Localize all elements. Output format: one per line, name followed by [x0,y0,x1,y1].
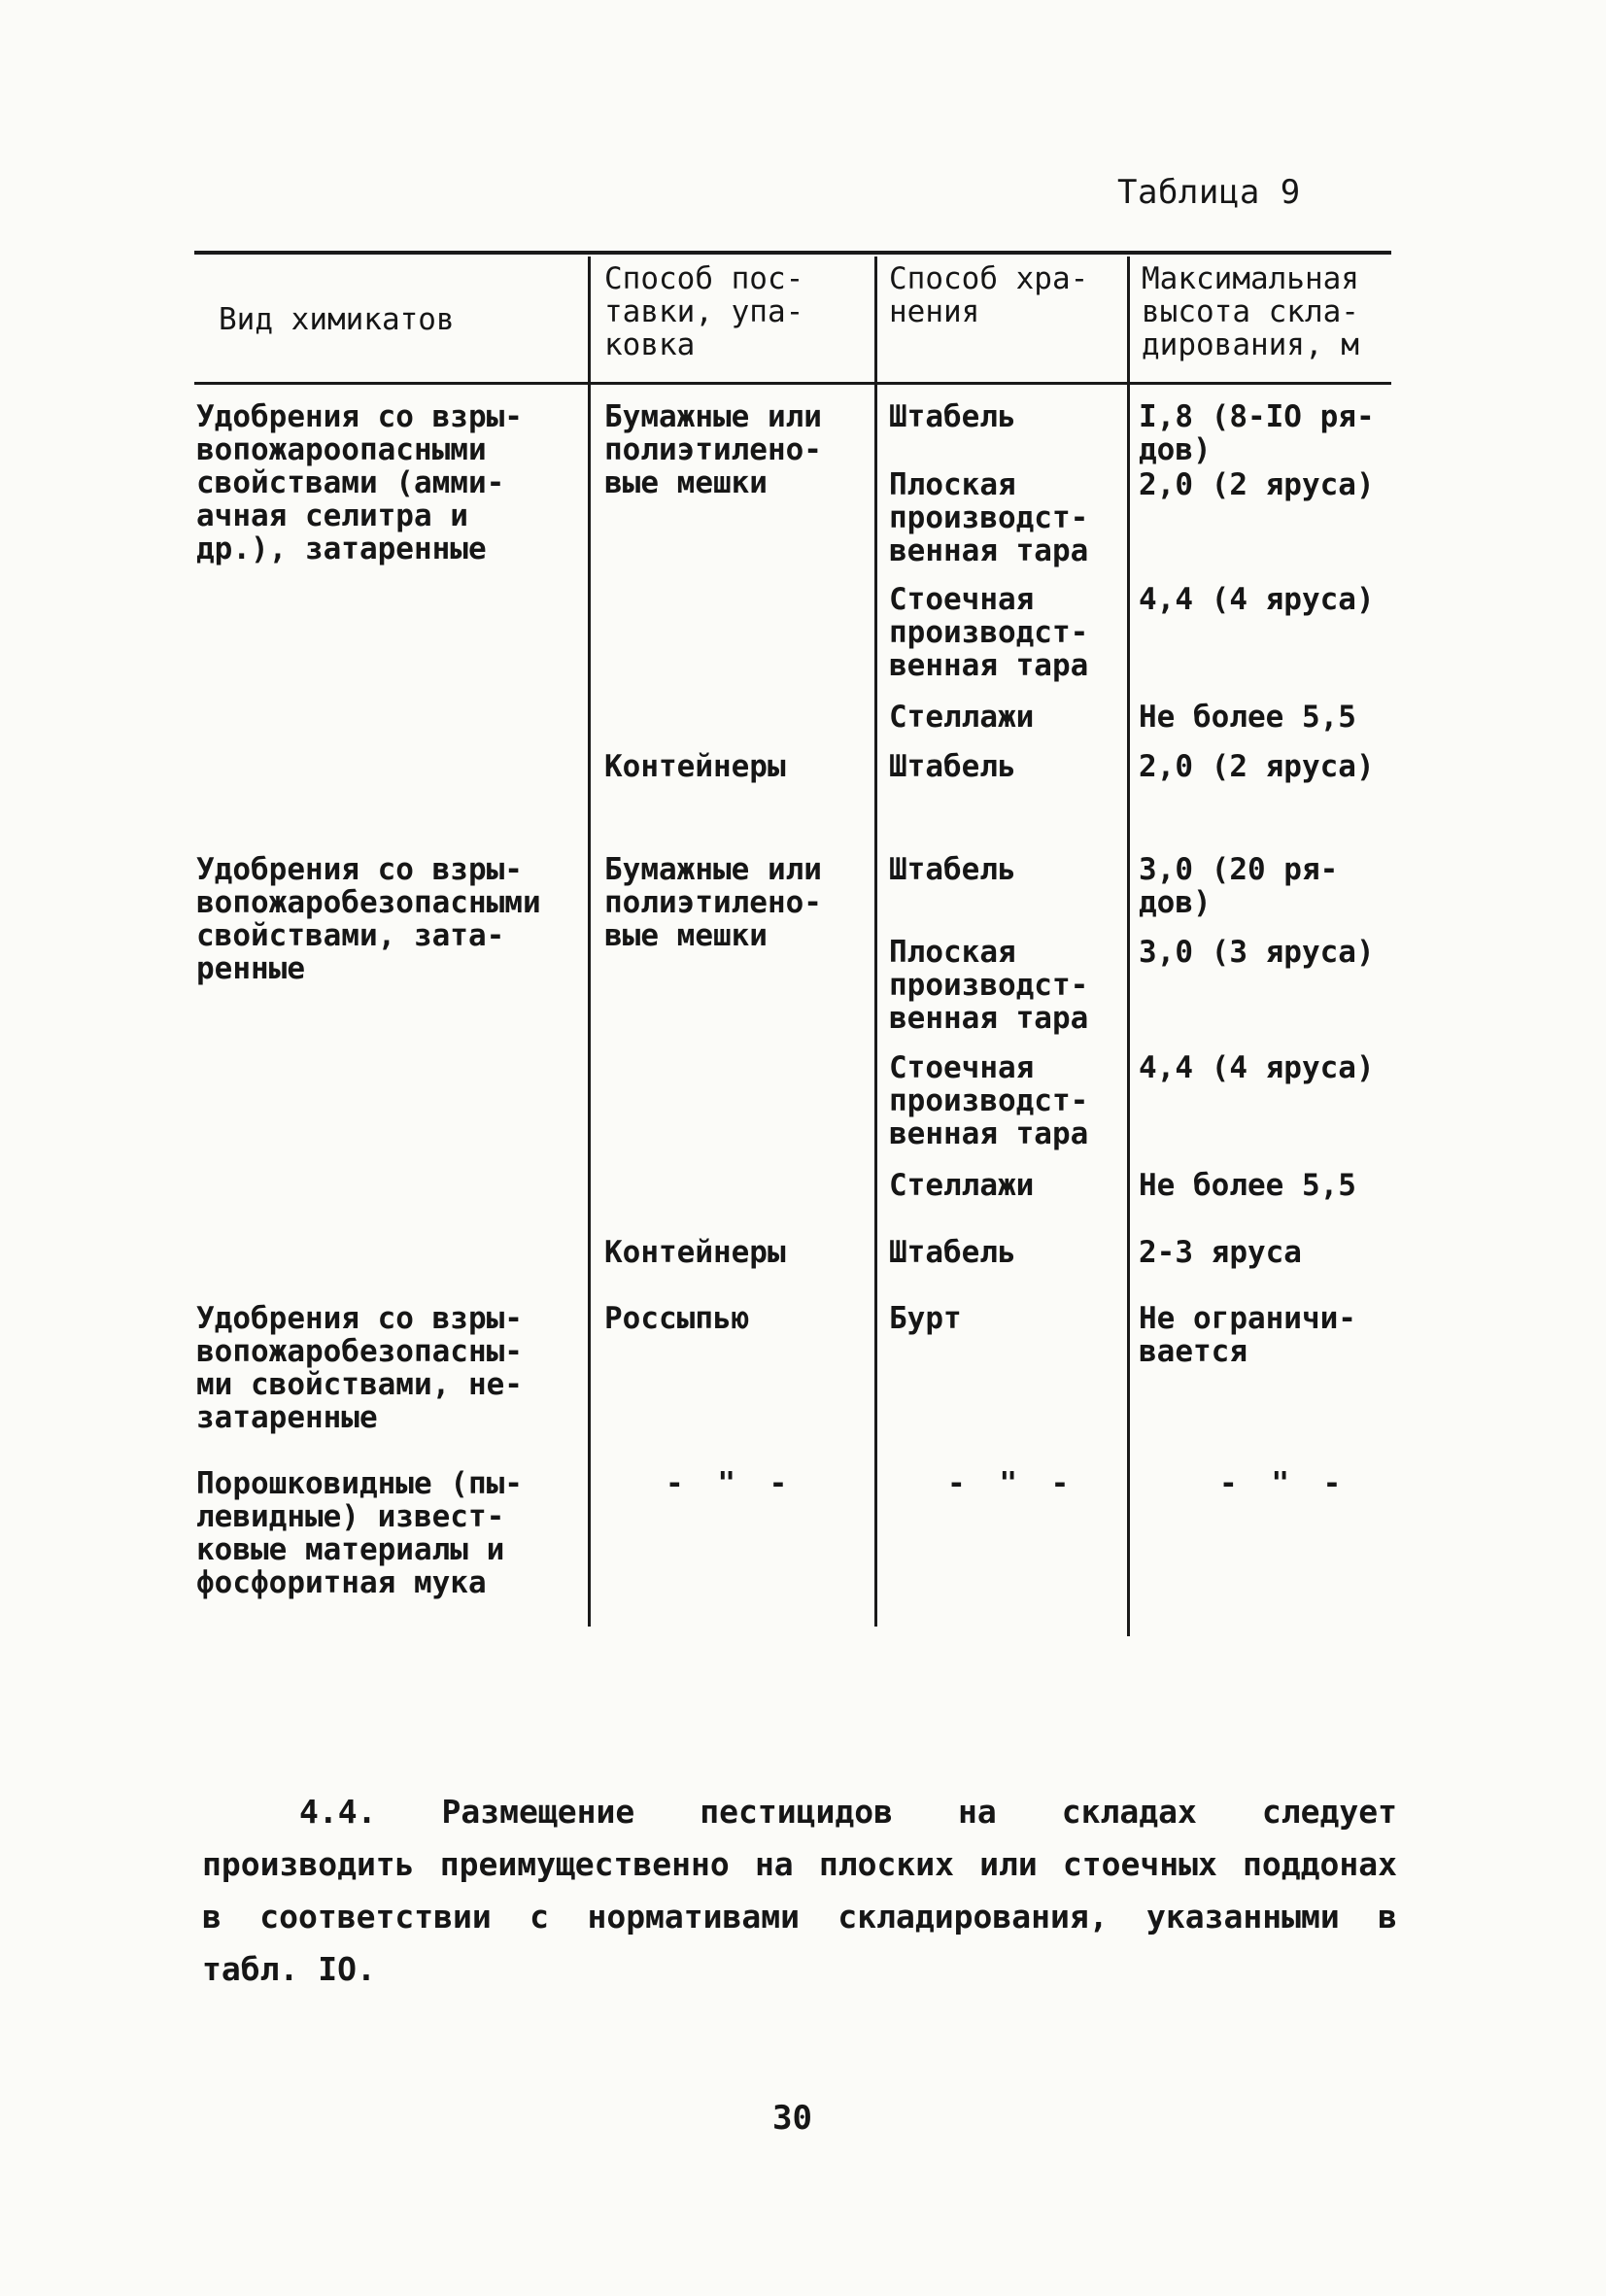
column-divider [874,257,877,1627]
header-supply-method: Способ пос- тавки, упа- ковка [604,261,804,362]
ditto-mark: - " - [1219,1466,1350,1501]
column-divider [588,257,591,1627]
chemical-type-cell: Удобрения со взры- вопожароопасными свойствами (амми- ачная селитра и др.), затаренные [196,399,523,566]
storage-method-cell: Штабель [889,1235,1016,1270]
max-height-cell: Не более 5,5 [1139,700,1356,735]
storage-method-cell: Штабель [889,399,1016,434]
ditto-mark: - " - [666,1466,796,1501]
header-storage-method: Способ хра- нения [889,261,1089,329]
storage-method-cell: Плоская производст- венная тара [889,467,1089,568]
storage-method-cell: Стоечная производст- венная тара [889,582,1089,683]
storage-method-cell: Плоская производст- венная тара [889,935,1089,1036]
page-number: 30 [772,2099,812,2138]
max-height-cell: Не более 5,5 [1139,1168,1356,1203]
header-max-height: Максимальная высота скла- дирования, м [1142,261,1359,362]
storage-method-cell: Стоечная производст- венная тара [889,1050,1089,1151]
ditto-mark: - " - [947,1466,1077,1501]
chemical-type-cell: Удобрения со взры- вопожаробезопасными свойствами, зата- ренные [196,852,541,986]
max-height-cell: 4,4 (4 яруса) [1139,1050,1375,1085]
column-divider [1127,257,1130,1636]
supply-method-cell: Бумажные или полиэтилено- вые мешки [604,399,822,500]
max-height-cell: Не ограничи- вается [1139,1301,1356,1369]
storage-method-cell: Бурт [889,1301,962,1336]
max-height-cell: 2,0 (2 яруса) [1139,749,1375,784]
storage-method-cell: Стеллажи [889,1168,1035,1203]
table-header-rule [194,382,1391,385]
supply-method-cell: Россыпью [604,1301,750,1336]
max-height-cell: I,8 (8-IO ря- дов) [1139,399,1375,467]
supply-method-cell: Контейнеры [604,749,786,784]
max-height-cell: 2-3 яруса [1139,1235,1302,1270]
storage-method-cell: Штабель [889,852,1016,887]
chemical-type-cell: Удобрения со взры- вопожаробезопасны- ми свойствами, не- затаренные [196,1301,523,1435]
storage-method-cell: Штабель [889,749,1016,784]
body-paragraph: 4.4. Размещение пестицидов на складах следует производить преимущественно на плоских или стоечных поддонах в соответствии с нормативами складирования, указанными в табл. IO. [202,1793,1397,1988]
max-height-cell: 2,0 (2 яруса) [1139,467,1375,502]
table-caption: Таблица 9 [1117,173,1301,212]
table-top-rule [194,251,1391,255]
supply-method-cell: Бумажные или полиэтилено- вые мешки [604,852,822,953]
chemical-type-cell: Порошковидные (пы- левидные) извест- ковые материалы и фосфоритная мука [196,1466,523,1600]
max-height-cell: 3,0 (3 яруса) [1139,935,1375,970]
supply-method-cell: Контейнеры [604,1235,786,1270]
header-chemical-type: Вид химикатов [219,302,455,337]
storage-method-cell: Стеллажи [889,700,1035,735]
max-height-cell: 3,0 (20 ря- дов) [1139,852,1339,920]
max-height-cell: 4,4 (4 яруса) [1139,582,1375,617]
